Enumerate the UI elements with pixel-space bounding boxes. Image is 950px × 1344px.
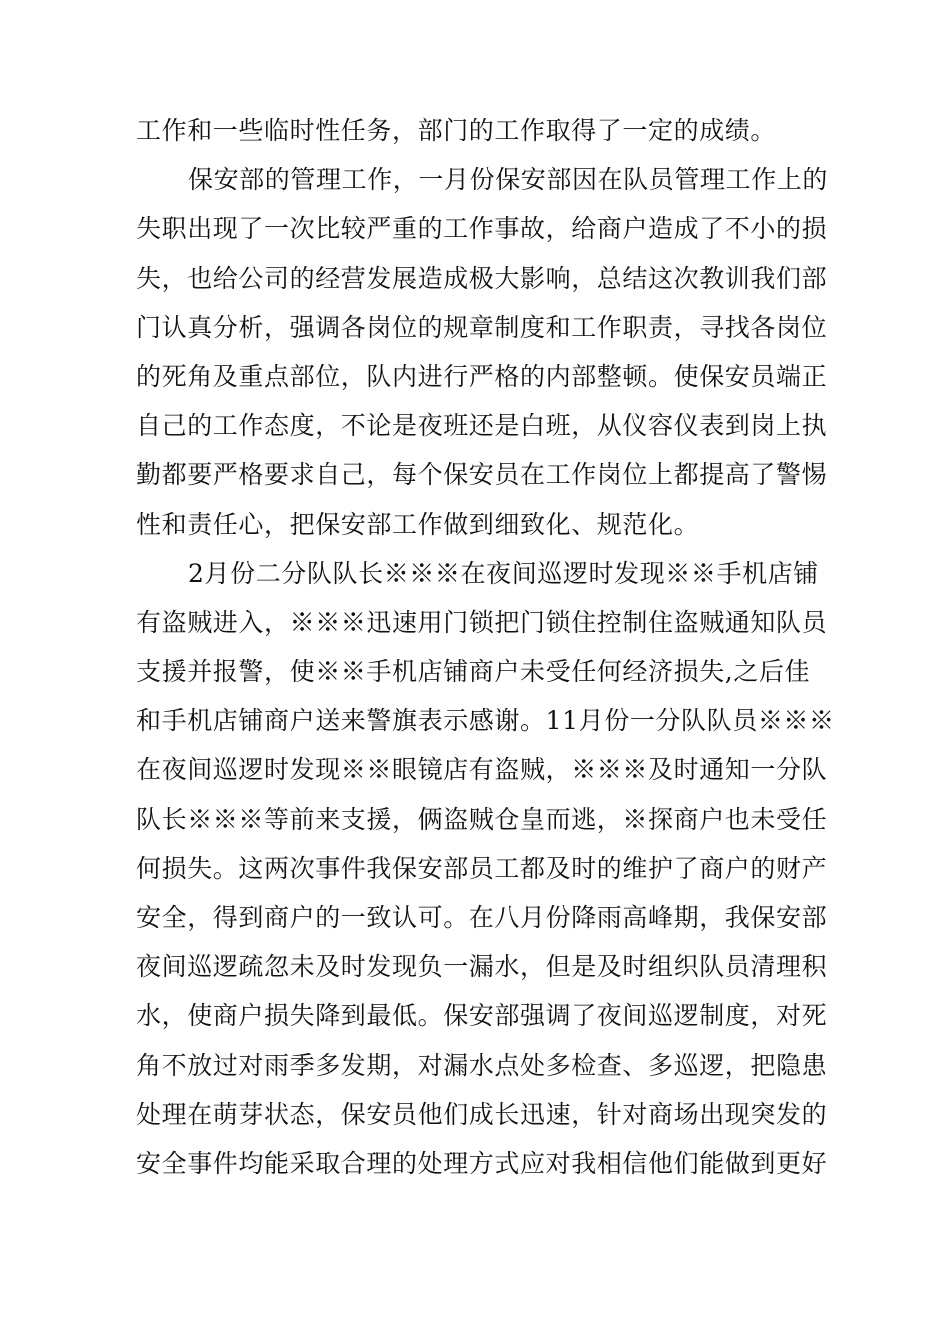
text-line: 失，也给公司的经营发展造成极大影响，总结这次教训我们部	[136, 263, 828, 293]
text-line: 队长※※※等前来支援，俩盗贼仓皇而逃，※探商户也未受任	[136, 804, 828, 834]
text-line: 保安部的管理工作，一月份保安部因在队员管理工作上的	[188, 165, 829, 195]
text-line: 角不放过对雨季多发期，对漏水点处多检查、多巡逻，把隐患	[136, 1050, 828, 1080]
text-line: 夜间巡逻疏忽未及时发现负一漏水，但是及时组织队员清理积	[136, 952, 828, 982]
text-line: 工作和一些临时性任务，部门的工作取得了一定的成绩。	[136, 116, 777, 145]
text-line: 安全，得到商户的一致认可。在八月份降雨高峰期，我保安部	[136, 903, 828, 932]
text-line: 安全事件均能采取合理的处理方式应对我相信他们能做到更好	[136, 1148, 828, 1178]
text-line: 水，使商户损失降到最低。保安部强调了夜间巡逻制度，对死	[136, 1001, 828, 1031]
text-line: 和手机店铺商户送来警旗表示感谢。11月份一分队队员※※※	[136, 706, 835, 736]
text-line: 勤都要严格要求自己，每个保安员在工作岗位上都提高了警惕	[136, 460, 828, 490]
text-line: 处理在萌芽状态，保安员他们成长迅速，针对商场出现突发的	[136, 1099, 828, 1129]
text-line: 自己的工作态度，不论是夜班还是白班，从仪容仪表到岗上执	[136, 411, 828, 441]
text-line: 何损失。这两次事件我保安部员工都及时的维护了商户的财产	[136, 853, 828, 883]
text-line: 2月份二分队队长※※※在夜间巡逻时发现※※手机店铺	[188, 558, 819, 588]
text-line: 支援并报警，使※※手机店铺商户未受任何经济损失,之后佳	[136, 657, 811, 687]
text-line: 性和责任心，把保安部工作做到细致化、规范化。	[136, 509, 700, 539]
text-line: 的死角及重点部位，队内进行严格的内部整顿。使保安员端正	[136, 361, 828, 391]
text-line: 有盗贼进入，※※※迅速用门锁把门锁住控制住盗贼通知队员	[136, 607, 828, 637]
text-line: 失职出现了一次比较严重的工作事故，给商户造成了不小的损	[136, 214, 828, 244]
text-line: 在夜间巡逻时发现※※眼镜店有盗贼，※※※及时通知一分队	[136, 755, 828, 785]
document-body-text	[136, 106, 836, 1188]
text-line: 门认真分析，强调各岗位的规章制度和工作职责，寻找各岗位	[136, 312, 828, 342]
